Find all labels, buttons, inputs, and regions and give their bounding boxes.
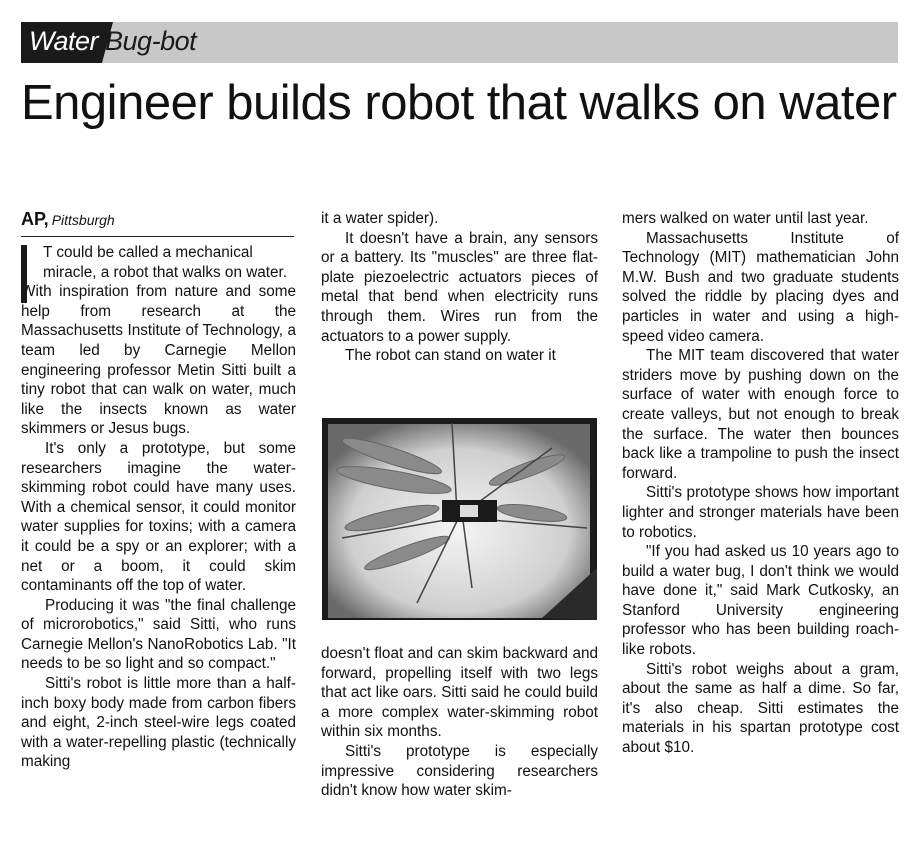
paragraph: Massachusetts Institute of Technology (MIT) mathematician John M.W. Bush and two graduate students solved the riddle by placing dyes and particles in water and using a high-speed video camera.: [622, 229, 899, 345]
section-label-white: Water: [29, 26, 99, 56]
byline-source: AP,: [21, 209, 49, 229]
paragraph: Sitti's robot weighs about a gram, about the same as half a dime. So far, it's also cheap. Sitti estimates the materials in his spartan prototype cost about $10.: [622, 660, 899, 757]
byline: [21, 209, 294, 230]
paragraph: doesn't float and can skim backward and forward, propelling itself with two legs that act like oars. Sitti said he could build a more complex water-skimming robot within six months.: [321, 645, 598, 741]
robot-photo: [322, 418, 597, 620]
section-label: [29, 26, 196, 57]
column-3: [622, 209, 899, 758]
section-banner: [21, 22, 898, 63]
byline-city: Pittsburgh: [51, 212, 115, 228]
headline: Engineer builds robot that walks on water: [21, 76, 897, 130]
paragraph: The MIT team discovered that water striders move by pushing down on the surface of water with enough force to create valleys, but not enough to break the surface. The water then bounces back like a trampoline to push the insect forward.: [622, 347, 899, 482]
paragraph: mers walked on water until last year.: [622, 210, 869, 227]
byline-rule: [21, 236, 294, 237]
paragraph: Sitti's robot is little more than a half-inch boxy body made from carbon fibers and eight, 2-inch steel-wire legs coated with a water-repelling plastic (technically making: [21, 675, 296, 771]
drop-cap: [21, 245, 41, 303]
column-2: [321, 209, 598, 366]
paragraph: it a water spider).: [321, 210, 439, 227]
section-label-dark: Bug-bot: [98, 26, 197, 56]
robot-photo-image: [322, 418, 597, 620]
paragraph: It doesn't have a brain, any sensors or a battery. Its "muscles" are three flat-plate piezoelectric actuators pieces of metal that bend when electricity runs through them. Wires run from the actuators to a power supply.: [321, 229, 598, 345]
paragraph: The robot can stand on water it: [345, 347, 556, 365]
paragraph: Sitti's prototype shows how important lighter and stronger materials have been to robotics.: [622, 484, 899, 541]
paragraph: It's only a prototype, but some researchers imagine the water-skimming robot could have many uses. With a chemical sensor, it could monitor water supplies for toxins; with a camera it could be a spy or an explorer; with a net or a boom, it could skim contaminants off the top of water.: [21, 439, 296, 595]
paragraph: Sitti's prototype is especially impressive considering researchers didn't know how water skim-: [321, 742, 598, 800]
paragraph: Producing it was "the final challenge of microrobotics," said Sitti, who runs Carnegie Mellon's NanoRobotics Lab. "It needs to be so light and so compact.": [21, 596, 296, 673]
column-2-lower: [321, 644, 598, 801]
paragraph: With inspiration from nature and some help from research at the Massachusetts Institute of Technology, a team led by Carnegie Mellon engineering professor Metin Sitti built a tiny robot that can walk on water, much like the insects known as water skimmers or Jesus bugs.: [21, 283, 296, 438]
column-1: [21, 243, 296, 772]
lead-paragraph: T could be called a mechanical miracle, a robot that walks on water.: [43, 244, 288, 281]
paragraph: "If you had asked us 10 years ago to build a water bug, I don't think we would have done it," said Mark Cutkosky, an Stanford University engineering professor who has been building roach-like robots.: [622, 543, 899, 659]
